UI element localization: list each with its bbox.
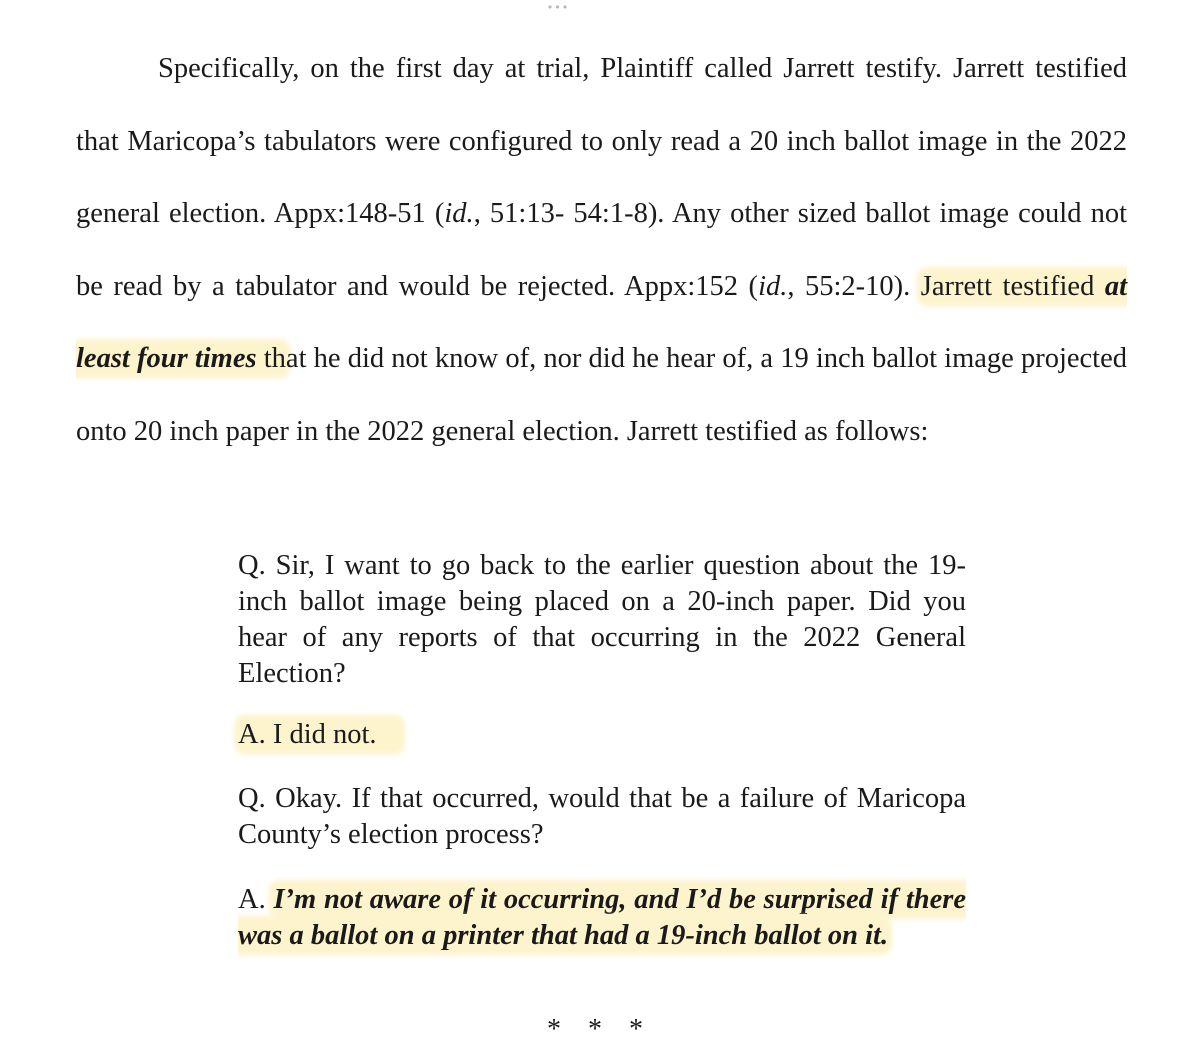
paragraph-text-2: , 51:13- 54:1-8). Any other sized ballot image could not be read by a tabulator and would be rejected. Appx:152 ( <box>76 198 1127 302</box>
transcript-answer-2 <box>238 882 966 954</box>
citation-id-2: id. <box>758 270 788 302</box>
highlight-tail-text: th <box>256 343 286 375</box>
paragraph-text-1: Specifically, on the first day at trial, Plaintiff called Jarrett testify. Jarrett testified that Maricopa’s tabulators were configured to only read a 20 inch ballot image in the 2022 general election. Appx:148-51 ( <box>76 53 1127 230</box>
highlighted-answer-1: A. I did not. <box>238 719 401 750</box>
paragraph-text-4: at he did not know of, nor did he hear of, a 19 inch ballot image projected onto 20 inch paper in the 2022 general election. Jarrett testified as follows: <box>76 343 1128 447</box>
highlight-plain-text: Jarrett testified <box>920 270 1105 302</box>
paragraph-text-3: , 55:2-10). <box>787 270 921 302</box>
body-paragraph <box>76 33 1127 469</box>
more-options-icon[interactable]: ••• <box>546 1 570 14</box>
section-separator: * * * <box>547 1014 653 1045</box>
citation-id-1: id. <box>444 198 474 230</box>
answer-2-prefix: A. <box>238 884 274 915</box>
emphasis-at-least-four-times: at least four times <box>76 270 1128 375</box>
transcript-question-2: Q. Okay. If that occurred, would that be a failure of Maricopa County’s election process? <box>238 783 966 850</box>
transcript-answer-1 <box>238 717 966 753</box>
transcript-question-1: Q. Sir, I want to go back to the earlier question about the 19-inch ballot image being placed on a 20-inch paper. Did you hear of any reports of that occurring in the 2022 General Election? <box>238 550 966 689</box>
highlighted-answer-2: I’m not aware of it occurring, and I’d be surprised if there was a ballot on a printer that had a 19-inch ballot on it. <box>238 884 966 951</box>
